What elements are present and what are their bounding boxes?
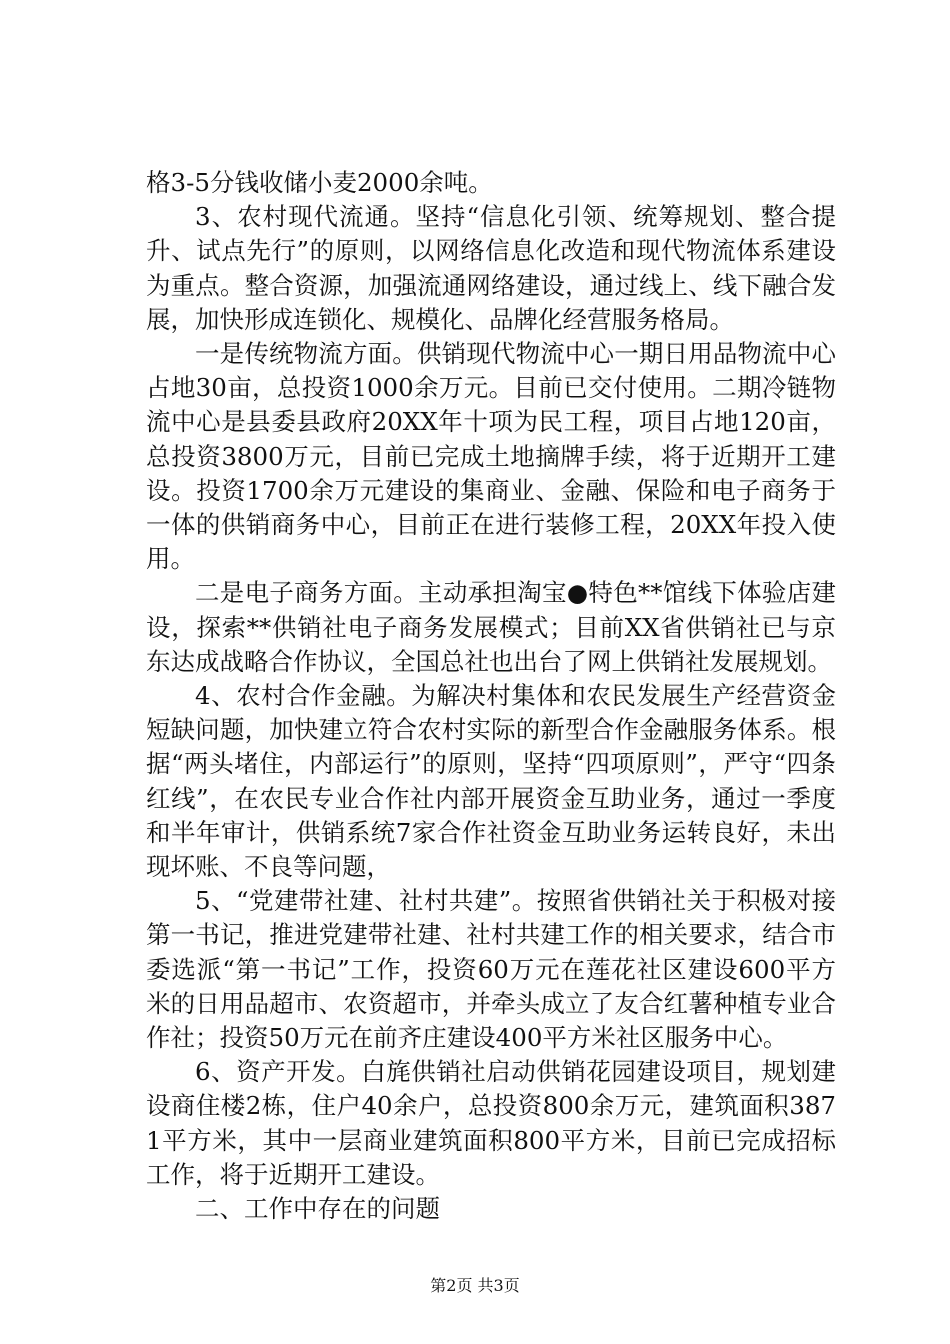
paragraph-asset-development: 6、资产开发。白旄供销社启动供销花园建设项目，规划建设商住楼2栋，住户40余户，总投资800余万元，建筑面积3871平方米，其中一层商业建筑面积800平方米，目前已完成招标工作，将于近期开工建设。 [146, 1057, 836, 1189]
paragraph-rural-circulation: 3、农村现代流通。坚持“信息化引领、统筹规划、整合提升、试点先行”的原则，以网络信息化改造和现代物流体系建设为重点。整合资源，加强流通网络建设，通过线上、线下融合发展，加快形成连锁化、规模化、品牌化经营服务格局。 [146, 202, 836, 334]
paragraph-party-building: 5、“党建带社建、社村共建”。按照省供销社关于积极对接第一书记，推进党建带社建、社村共建工作的相关要求，结合市委选派“第一书记”工作，投资60万元在莲花社区建设600平方米的日用品超市、农资超市，并牵头成立了友合红薯种植专业合作社；投资50万元在前齐庄建设400平方米社区服务中心。 [146, 886, 836, 1053]
paragraph-traditional-logistics: 一是传统物流方面。供销现代物流中心一期日用品物流中心占地30亩，总投资1000余万元。目前已交付使用。二期冷链物流中心是县委县政府20XX年十项为民工程，项目占地120亩，总投资3800万元，目前已完成土地摘牌手续，将于近期开工建设。投资1700余万元建设的集商业、金融、保险和电子商务于一体的供销商务中心，目前正在进行装修工程，20XX年投入使用。 [146, 339, 836, 574]
section-heading-problems: 二、工作中存在的问题 [195, 1194, 440, 1224]
page-number-footer: 第2页 共3页 [430, 1276, 520, 1295]
paragraph-e-commerce: 二是电子商务方面。主动承担淘宝●特色**馆线下体验店建设，探索**供销社电子商务发展模式；目前XX省供销社已与京东达成战略合作协议，全国总社也出台了网上供销社发展规划。 [146, 578, 836, 676]
paragraph-cooperative-finance: 4、农村合作金融。为解决村集体和农民发展生产经营资金短缺问题，加快建立符合农村实际的新型合作金融服务体系。根据“两头堵住，内部运行”的原则，坚持“四项原则”，严守“四条红线”，在农民专业合作社内部开展资金互助业务，通过一季度和半年审计，供销系统7家合作社资金互助业务运转良好，未出现坏账、不良等问题， [146, 681, 836, 882]
document-body [146, 166, 836, 1226]
paragraph-continuation: 格3-5分钱收储小麦2000余吨。 [146, 168, 493, 197]
